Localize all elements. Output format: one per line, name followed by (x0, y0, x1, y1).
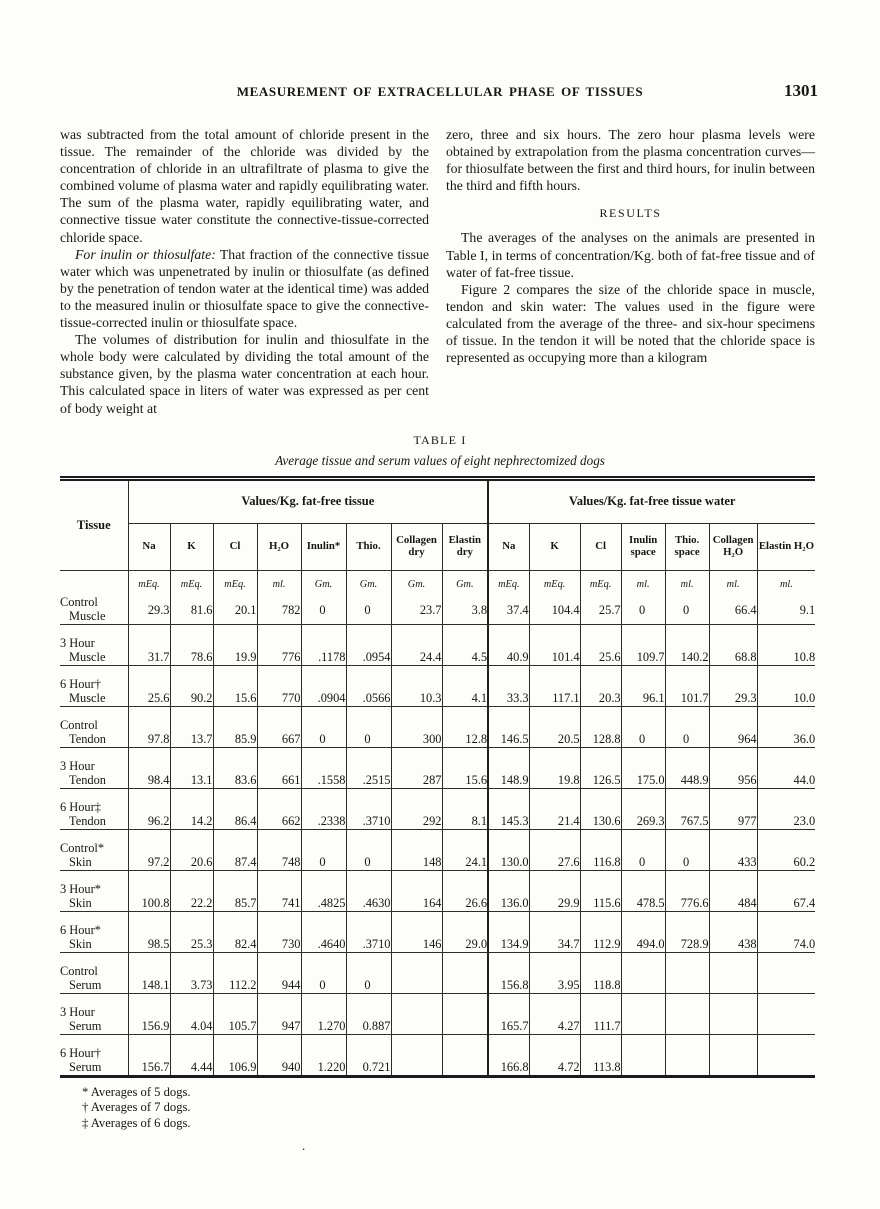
table-cell: 4.72 (529, 1034, 580, 1076)
table-cell: 19.9 (213, 624, 257, 665)
table-cell: 0 (621, 706, 665, 747)
column-header: Na (488, 523, 529, 570)
footnote-dagger: † Averages of 7 dogs. (82, 1100, 191, 1115)
table-cell: 111.7 (580, 993, 621, 1034)
column-header: H₂O (257, 523, 301, 570)
paragraph-text: That fraction of the connective tissue water which was unpenetrated by inulin or thiosulfate (as defined by the penetration of tendon water at the identical time) was added to the measured inulin or thiosulfate space to give the connective-tissue-corrected inulin or thiosulfate space. (60, 246, 429, 331)
unit-cell: mEq. (580, 570, 621, 590)
table-cell (621, 993, 665, 1034)
table-cell: 44.0 (757, 747, 815, 788)
row-label (60, 570, 128, 624)
table-row (60, 870, 815, 911)
table-cell: 14.2 (170, 788, 213, 829)
column-header: Inulin space (621, 523, 665, 570)
table-cell (442, 952, 488, 993)
table-cell: 33.3 (488, 665, 529, 706)
table-cell: 484 (709, 870, 757, 911)
table-cell: 106.9 (213, 1034, 257, 1076)
table-cell: 116.8 (580, 829, 621, 870)
table-cell: 13.7 (170, 706, 213, 747)
table-cell: 113.8 (580, 1034, 621, 1076)
table-cell: .4825 (301, 870, 346, 911)
table-cell: 667 (257, 706, 301, 747)
table-cell: 448.9 (665, 747, 709, 788)
table-cell: 81.6 (170, 590, 213, 625)
table-cell (391, 1034, 442, 1076)
table-cell: 100.8 (128, 870, 170, 911)
table-cell: 105.7 (213, 993, 257, 1034)
table-cell: 494.0 (621, 911, 665, 952)
table-cell: 96.1 (621, 665, 665, 706)
table-cell: 10.0 (757, 665, 815, 706)
table-cell: 66.4 (709, 590, 757, 625)
stray-mark: . (302, 1138, 306, 1153)
row-label-line1: 3 Hour (60, 635, 95, 650)
table-cell: 40.9 (488, 624, 529, 665)
paragraph-volumes: The volumes of distribution for inulin and thiosulfate in the whole body were calculated by dividing the total amount of the substance given, by the plasma water concentration at each hour. This calculated space in liters of water was expressed as per cent of body weight at (60, 332, 429, 416)
row-label-line2: Skin (69, 855, 92, 870)
table-cell: 9.1 (757, 590, 815, 625)
units-row (60, 570, 815, 590)
table-cell (709, 1034, 757, 1076)
table-cell: 98.5 (128, 911, 170, 952)
table-cell (442, 993, 488, 1034)
paragraph-lead-italic: For inulin or thiosulfate: (75, 246, 216, 262)
unit-cell: mEq. (128, 570, 170, 590)
table-cell: 0.721 (346, 1034, 391, 1076)
row-label-line2: Serum (69, 1060, 102, 1075)
unit-cell: Gm. (442, 570, 488, 590)
table-cell: 37.4 (488, 590, 529, 625)
table-cell: 0 (346, 829, 391, 870)
row-label-line1: 6 Hour† (60, 676, 101, 691)
table-cell: 112.2 (213, 952, 257, 993)
right-column (446, 126, 815, 417)
unit-cell: ml. (757, 570, 815, 590)
table-row (60, 788, 815, 829)
body-columns (60, 126, 820, 417)
table-cell: 20.5 (529, 706, 580, 747)
table-footnotes (82, 1085, 820, 1132)
row-label-line1: 3 Hour (60, 758, 95, 773)
table-cell: 0.887 (346, 993, 391, 1034)
table-cell: 776 (257, 624, 301, 665)
table-cell: 15.6 (213, 665, 257, 706)
row-label (60, 870, 128, 911)
table-cell (665, 952, 709, 993)
table-cell: 13.1 (170, 747, 213, 788)
table-cell: 0 (346, 706, 391, 747)
table-cell: 292 (391, 788, 442, 829)
unit-cell: ml. (709, 570, 757, 590)
paragraph-continuation: was subtracted from the total amount of chloride present in the tissue. The remainder of the chloride was divided by the concentration of chloride in an ultrafiltrate of plasma to give the combined volume of plasma water and rapidly equilibrating water. The sum of the plasma water, rapidly equilibrating water, and connective tissue water constitute the connective-tissue-corrected chloride space. (60, 127, 429, 245)
column-header: Thio. space (665, 523, 709, 570)
table-cell: 0 (301, 952, 346, 993)
table-cell: 0 (665, 829, 709, 870)
table-cell: 23.7 (391, 590, 442, 625)
row-label-line2: Serum (69, 978, 102, 993)
paragraph-figure2: Figure 2 compares the size of the chloride space in muscle, tendon and skin water: The values used in the figure were calculated from the average of the three- and six-hour specimens of tissue. In the tendon it will be noted that the chloride space is represented as occupying more than a kilogram (446, 281, 815, 366)
table-cell: 776.6 (665, 870, 709, 911)
table-cell: 109.7 (621, 624, 665, 665)
row-label-line1: Control (60, 594, 98, 609)
table-cell: 130.0 (488, 829, 529, 870)
left-column (60, 126, 429, 417)
column-header: Cl (580, 523, 621, 570)
table-cell: 136.0 (488, 870, 529, 911)
unit-cell: Gm. (346, 570, 391, 590)
table-cell: 97.8 (128, 706, 170, 747)
row-label-line1: Control* (60, 840, 105, 855)
table-cell: .1178 (301, 624, 346, 665)
row-label (60, 829, 128, 870)
table-cell: 977 (709, 788, 757, 829)
table-cell: 83.6 (213, 747, 257, 788)
table-cell (391, 993, 442, 1034)
table-cell: 148.1 (128, 952, 170, 993)
table-cell: 944 (257, 952, 301, 993)
table-row (60, 993, 815, 1034)
table-cell: 98.4 (128, 747, 170, 788)
paragraph-averages: The averages of the analyses on the animals are presented in Table I, in terms of concentration/Kg. both of fat-free tissue and of water of fat-free tissue. (446, 230, 815, 280)
table-row (60, 706, 815, 747)
column-header: Inulin* (301, 523, 346, 570)
unit-cell: Gm. (391, 570, 442, 590)
column-header: Collagen H₂O (709, 523, 757, 570)
unit-cell: mEq. (529, 570, 580, 590)
table-cell: .3710 (346, 911, 391, 952)
table-cell: 3.95 (529, 952, 580, 993)
unit-cell: mEq. (488, 570, 529, 590)
table-cell: 0 (301, 829, 346, 870)
unit-cell: mEq. (170, 570, 213, 590)
table-cell: 26.6 (442, 870, 488, 911)
row-label-line2: Tendon (69, 732, 106, 747)
row-label (60, 993, 128, 1034)
table-cell: 87.4 (213, 829, 257, 870)
table-cell: 0 (665, 590, 709, 625)
row-label-line2: Muscle (69, 609, 106, 624)
row-label (60, 747, 128, 788)
column-header: Elastin dry (442, 523, 488, 570)
table-cell: 117.1 (529, 665, 580, 706)
table-cell (709, 993, 757, 1034)
column-header: Na (128, 523, 170, 570)
results-heading: RESULTS (599, 206, 662, 221)
row-label (60, 788, 128, 829)
table-cell: 0 (301, 590, 346, 625)
table-cell: 478.5 (621, 870, 665, 911)
row-label-line1: 6 Hour* (60, 922, 101, 937)
table-cell: 85.7 (213, 870, 257, 911)
row-label-line2: Muscle (69, 691, 106, 706)
table-cell: 25.7 (580, 590, 621, 625)
table-cell: 165.7 (488, 993, 529, 1034)
table-caption: Average tissue and serum values of eight nephrectomized dogs (275, 452, 605, 468)
unit-cell: ml. (257, 570, 301, 590)
table-cell (757, 952, 815, 993)
table-cell: 0 (346, 590, 391, 625)
page-header (60, 81, 820, 106)
table-cell: .4630 (346, 870, 391, 911)
table-cell: .0566 (346, 665, 391, 706)
column-header: Elastin H₂O (757, 523, 815, 570)
table-cell: 101.4 (529, 624, 580, 665)
table-cell: 433 (709, 829, 757, 870)
table-cell: .1558 (301, 747, 346, 788)
row-label (60, 706, 128, 747)
table-row (60, 624, 815, 665)
table-cell: 12.8 (442, 706, 488, 747)
table-cell: 82.4 (213, 911, 257, 952)
table-row (60, 747, 815, 788)
table-cell: 4.44 (170, 1034, 213, 1076)
table-cell: 24.1 (442, 829, 488, 870)
table-cell: 3.8 (442, 590, 488, 625)
table-cell (665, 993, 709, 1034)
row-label-line1: Control (60, 717, 98, 732)
unit-cell: ml. (621, 570, 665, 590)
table-cell: 145.3 (488, 788, 529, 829)
table-cell: 90.2 (170, 665, 213, 706)
table-cell: 964 (709, 706, 757, 747)
table-cell: .0954 (346, 624, 391, 665)
table-cell (665, 1034, 709, 1076)
table-cell: 25.6 (580, 624, 621, 665)
table-cell: 10.3 (391, 665, 442, 706)
table-cell: 128.8 (580, 706, 621, 747)
table-section (60, 433, 820, 1132)
table-cell: .3710 (346, 788, 391, 829)
table-cell: 730 (257, 911, 301, 952)
table-cell: 956 (709, 747, 757, 788)
table-cell (757, 993, 815, 1034)
table-cell: 24.4 (391, 624, 442, 665)
table-cell: 29.9 (529, 870, 580, 911)
row-label-line1: 3 Hour* (60, 881, 101, 896)
table-cell: 86.4 (213, 788, 257, 829)
table-cell: 36.0 (757, 706, 815, 747)
column-header-row (60, 523, 815, 570)
table-cell: 34.7 (529, 911, 580, 952)
table-row (60, 665, 815, 706)
table-cell: 15.6 (442, 747, 488, 788)
table-cell: 1.270 (301, 993, 346, 1034)
row-label-line2: Muscle (69, 650, 106, 665)
table-cell: 287 (391, 747, 442, 788)
table-cell: 25.6 (128, 665, 170, 706)
column-header: K (170, 523, 213, 570)
row-label (60, 952, 128, 993)
row-label-line2: Skin (69, 896, 92, 911)
table-cell: 20.6 (170, 829, 213, 870)
table-cell (709, 952, 757, 993)
group-header-row (60, 478, 815, 523)
table-cell: .4640 (301, 911, 346, 952)
table-cell: 300 (391, 706, 442, 747)
table-cell (391, 952, 442, 993)
table-cell: 20.3 (580, 665, 621, 706)
row-label-line2: Tendon (69, 773, 106, 788)
table-cell: 140.2 (665, 624, 709, 665)
tissue-column-header: Tissue (76, 517, 111, 532)
table-cell: 101.7 (665, 665, 709, 706)
table-head (60, 478, 815, 570)
table-cell: 767.5 (665, 788, 709, 829)
table-cell: 78.6 (170, 624, 213, 665)
table-cell: 728.9 (665, 911, 709, 952)
table-cell (757, 1034, 815, 1076)
table-cell: 118.8 (580, 952, 621, 993)
row-label (60, 624, 128, 665)
table-cell: 0 (301, 706, 346, 747)
table-cell: 156.9 (128, 993, 170, 1034)
table-cell (442, 1034, 488, 1076)
table-cell: 68.8 (709, 624, 757, 665)
table-cell: 0 (621, 590, 665, 625)
table-cell: 940 (257, 1034, 301, 1076)
table-cell: 25.3 (170, 911, 213, 952)
running-title: MEASUREMENT OF EXTRACELLULAR PHASE OF TISSUES (236, 84, 644, 99)
table-row (60, 590, 815, 625)
table-cell (621, 1034, 665, 1076)
paragraph-inulin-thiosulfate (60, 246, 429, 331)
table-cell: 21.4 (529, 788, 580, 829)
row-label-line1: 3 Hour (60, 1004, 95, 1019)
table-body (60, 570, 815, 1076)
table-cell: 269.3 (621, 788, 665, 829)
footnote-asterisk: * Averages of 5 dogs. (82, 1084, 191, 1099)
row-label (60, 665, 128, 706)
table-cell: 156.7 (128, 1034, 170, 1076)
table-cell: 741 (257, 870, 301, 911)
table-cell: 661 (257, 747, 301, 788)
table-cell (621, 952, 665, 993)
table-cell: 0 (665, 706, 709, 747)
table-cell: 23.0 (757, 788, 815, 829)
table-cell: 947 (257, 993, 301, 1034)
table-cell: 148.9 (488, 747, 529, 788)
table-cell: 0 (346, 952, 391, 993)
table-cell: 438 (709, 911, 757, 952)
table-cell: 166.8 (488, 1034, 529, 1076)
group-header-fat-free-tissue-water: Values/Kg. fat-free tissue water (488, 478, 815, 523)
table-cell: 146.5 (488, 706, 529, 747)
table-cell: 4.5 (442, 624, 488, 665)
table-row (60, 911, 815, 952)
column-header: Collagen dry (391, 523, 442, 570)
table-cell: 29.0 (442, 911, 488, 952)
table-cell: 156.8 (488, 952, 529, 993)
row-label-line2: Skin (69, 937, 92, 952)
table-cell: 146 (391, 911, 442, 952)
table-cell: 19.8 (529, 747, 580, 788)
table-cell: 8.1 (442, 788, 488, 829)
table-cell: 164 (391, 870, 442, 911)
row-label (60, 911, 128, 952)
table-row (60, 1034, 815, 1076)
table-cell: 0 (621, 829, 665, 870)
footnote-double-dagger: ‡ Averages of 6 dogs. (82, 1115, 191, 1130)
table-cell: 782 (257, 590, 301, 625)
row-label-line1: 6 Hour‡ (60, 799, 101, 814)
table-cell: 29.3 (128, 590, 170, 625)
table-cell: 770 (257, 665, 301, 706)
table-cell: 148 (391, 829, 442, 870)
unit-cell: mEq. (213, 570, 257, 590)
table-label: TABLE I (413, 432, 467, 447)
table-cell: 29.3 (709, 665, 757, 706)
table-row (60, 952, 815, 993)
row-label-line1: 6 Hour† (60, 1045, 101, 1060)
table-cell: 4.27 (529, 993, 580, 1034)
column-header: Thio. (346, 523, 391, 570)
table-cell: 31.7 (128, 624, 170, 665)
table-cell: 60.2 (757, 829, 815, 870)
row-label (60, 1034, 128, 1076)
table-cell: 130.6 (580, 788, 621, 829)
group-header-fat-free-tissue: Values/Kg. fat-free tissue (128, 478, 488, 523)
table-cell: 662 (257, 788, 301, 829)
table-cell: 22.2 (170, 870, 213, 911)
table-cell: 115.6 (580, 870, 621, 911)
table-cell: 134.9 (488, 911, 529, 952)
table-cell: 85.9 (213, 706, 257, 747)
table-cell: 104.4 (529, 590, 580, 625)
data-table (60, 476, 815, 1078)
table-cell: 74.0 (757, 911, 815, 952)
table-cell: 175.0 (621, 747, 665, 788)
table-cell: .2515 (346, 747, 391, 788)
table-cell: 748 (257, 829, 301, 870)
table-cell: 27.6 (529, 829, 580, 870)
table-cell: .0904 (301, 665, 346, 706)
column-header: Cl (213, 523, 257, 570)
table-cell: 67.4 (757, 870, 815, 911)
table-cell: 112.9 (580, 911, 621, 952)
table-cell: 1.220 (301, 1034, 346, 1076)
row-label-line1: Control (60, 963, 98, 978)
column-header: K (529, 523, 580, 570)
table-cell: 126.5 (580, 747, 621, 788)
table-cell: 3.73 (170, 952, 213, 993)
page-number: 1301 (784, 81, 818, 100)
unit-cell: Gm. (301, 570, 346, 590)
paragraph-continuation: zero, three and six hours. The zero hour plasma levels were obtained by extrapolation from the plasma concentration curves—for thiosulfate between the first and third hours, for inulin between the third and fifth hours. (446, 127, 815, 194)
row-label-line2: Serum (69, 1019, 102, 1034)
table-cell: .2338 (301, 788, 346, 829)
table-cell: 4.1 (442, 665, 488, 706)
table-row (60, 829, 815, 870)
table-cell: 96.2 (128, 788, 170, 829)
table-cell: 97.2 (128, 829, 170, 870)
table-cell: 4.04 (170, 993, 213, 1034)
row-label-line2: Tendon (69, 814, 106, 829)
table-cell: 20.1 (213, 590, 257, 625)
table-cell: 10.8 (757, 624, 815, 665)
unit-cell: ml. (665, 570, 709, 590)
